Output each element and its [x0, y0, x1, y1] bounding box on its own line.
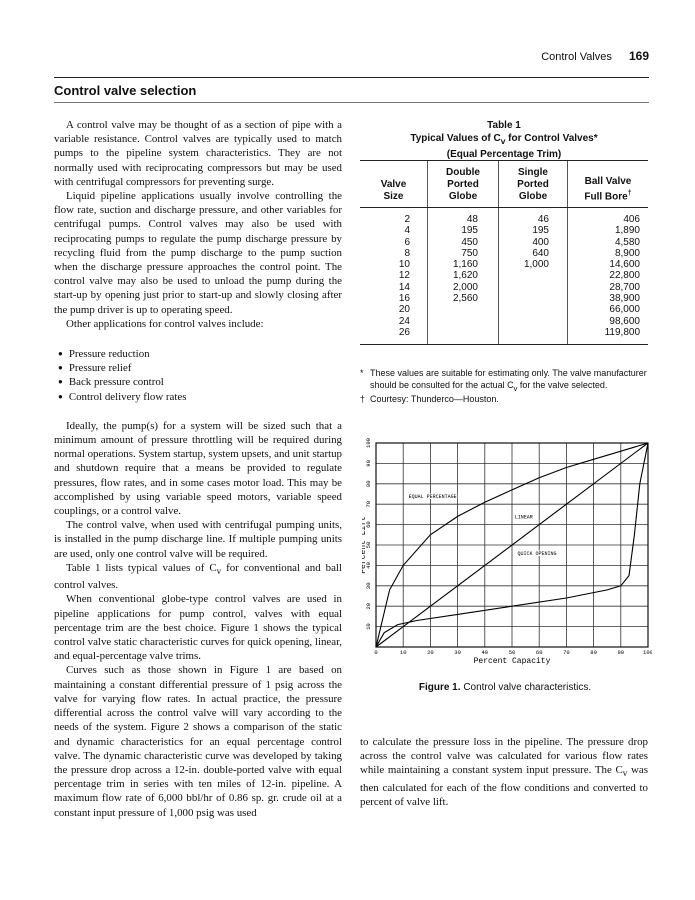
table-cell [428, 304, 499, 315]
list-item: ● Pressure reduction [58, 347, 342, 361]
table-cell [499, 327, 568, 345]
table-label: Table 1 [487, 120, 521, 131]
header-line: Valve [380, 179, 407, 190]
list-item: ● Back pressure control [58, 375, 342, 389]
footnote [360, 368, 650, 394]
paragraph: Liquid pipeline applications usually involve controlling the flow rate, suction and discharge pressure, and other variables for centrifugal pumps. Control valves may also be used with reciprocating pumps to regulate the pump discharge pressure by recycling fluid from the pump discharge to the pump suction when the discharge pressure approaches the control point. The control valve may also be used to unload the pump during the start-up by opening just prior to start-up and slowly closing after the pump driver is up to operating speed. [54, 190, 342, 316]
text-run: to calculate the pressure loss in the pipeline. The pressure drop across the control valve was calculated for various flow rates while maintaining a constant system input pressure. The C [360, 736, 648, 777]
paragraph: Ideally, the pump(s) for a system will be sized such that a minimum amount of pressure throttling will be required during normal operations. System startup, system upsets, and unit startup and shutdown require that a means be provided to regulate pressures, flow rates, and in some cases motor load. This may be accomplished by using variable speed motors, variable speed couplings, or a control valve. [54, 419, 342, 518]
table-caption [360, 119, 648, 161]
table-cell: 28,700 [568, 282, 649, 293]
y-tick-label: 70 [365, 500, 372, 508]
table-cell: 38,900 [568, 293, 649, 304]
table-cell [499, 316, 568, 327]
paragraph [54, 561, 342, 593]
y-tick-label: 90 [365, 460, 372, 467]
table-cell: 119,800 [568, 327, 649, 345]
x-tick-label: 80 [590, 649, 597, 656]
table-cell: 16 [398, 293, 410, 305]
table-row [360, 293, 648, 304]
y-tick-label: 60 [365, 521, 372, 528]
paragraph [360, 735, 648, 809]
table-cell: 6 [404, 236, 410, 248]
table-cell [499, 282, 568, 293]
table-cell: 2,560 [428, 293, 499, 304]
column-header-ball [568, 161, 649, 208]
table-row [360, 282, 648, 293]
header-line: Size [383, 191, 404, 202]
table-cell: 8 [404, 247, 410, 259]
text-run: for conventional and ball control valves. [54, 561, 342, 592]
paragraph: When conventional globe-type control valves are used in pipeline applications for pump control, valves with equal percentage trim are the best choice. Figure 1 shows the typical control valve static characteristic curves for quick opening, linear, and equal-percentage valve trims. [54, 593, 342, 663]
table-cell: 4,580 [568, 237, 649, 248]
column-header-size [360, 161, 428, 208]
series-label: QUICK OPENING [517, 551, 557, 558]
table-cell: 750 [428, 248, 499, 259]
table-row [360, 208, 648, 226]
table-cell: 1,000 [499, 259, 568, 270]
footnote-mark: * [360, 368, 364, 378]
table-cell: 2 [404, 214, 410, 225]
table-cell: 2,000 [428, 282, 499, 293]
text-run: for the valve selected. [517, 379, 608, 390]
text-run: Typical Values of C [410, 133, 501, 144]
subscript: v [500, 136, 506, 146]
running-title: Control Valves [541, 51, 612, 63]
paragraph: A control valve may be thought of as a section of pipe with a variable resistance. Control valves are typically used to match pumps to the pipeline system characteristics. They are not normally used with reciprocating compressors but may be used with centrifugal compressors for preventing surge. [54, 119, 342, 188]
table-header-row [360, 161, 648, 208]
header-line: Double [446, 167, 480, 178]
subscript: v [216, 566, 222, 577]
x-tick-label: 100 [643, 649, 652, 656]
table-cell: 4 [404, 225, 410, 237]
footnote [360, 394, 650, 406]
header-line: Ported [447, 179, 479, 190]
table-cell: 22,800 [568, 270, 649, 281]
x-tick-label: 20 [427, 649, 434, 656]
table-row [360, 304, 648, 315]
table-row [360, 270, 648, 281]
header-line [568, 188, 648, 203]
table-cell: 1,620 [428, 270, 499, 281]
table-cell: 24 [398, 315, 410, 327]
x-tick-label: 40 [481, 649, 489, 656]
header-line: Globe [448, 191, 478, 202]
column-header-double [428, 161, 499, 208]
paragraph: Curves such as those shown in Figure 1 are based on maintaining a constant differential pressure of 1 psig across the valve for varying flow rates. In actual practice, the pressure differential across the control valve will vary according to the needs of the system. Figure 2 shows a comparison of the static and dynamic characteristics for an equal percentage control valve. The dynamic characteristic curve was developed by taking the pressure drop across a 12-in. double-ported valve with equal percentage trim in series with ten miles of 12-in. pipeline. A maximum flow rate of 6,000 bbl/hr of 0.86 sp. gr. crude oil at a constant input pressure of 1,000 psig was used [54, 664, 342, 819]
table-cell: 66,000 [568, 304, 649, 315]
section-title: Control valve selection [54, 83, 197, 98]
table-notes [360, 368, 650, 405]
left-column [54, 118, 342, 820]
table-cell: 195 [499, 225, 568, 236]
x-tick-label: 0 [374, 649, 378, 656]
table-row [360, 327, 648, 345]
table-row [360, 259, 648, 270]
table-cell: 406 [568, 208, 649, 226]
text-run: Courtesy: Thunderco—Houston. [370, 393, 499, 404]
header-line: Ball Valve [584, 175, 632, 187]
cv-table [360, 160, 648, 345]
subscript: v [622, 768, 628, 779]
text-run: was then calculated for each of the flow conditions and converted to percent of valve lift. [360, 764, 648, 808]
table-cell [428, 327, 499, 345]
table-cell: 10 [398, 259, 410, 271]
text-run: Table 1 lists typical values of C [66, 561, 217, 574]
subscript: v [513, 383, 518, 393]
paragraph: The control valve, when used with centrifugal pumping units, is installed in the pump discharge line. If multiple pumping units are used, only one control valve will be required. [54, 519, 342, 560]
figure-caption-text: Control valve characteristics. [463, 682, 592, 693]
y-axis-label: Percent Lift [362, 516, 368, 574]
table-cell: 14,600 [568, 259, 649, 270]
y-tick-label: 10 [365, 623, 372, 630]
table-cell: 46 [499, 208, 568, 226]
list-item: ● Pressure relief [58, 361, 342, 375]
table-cell: 14 [398, 281, 410, 293]
table-cell: 20 [398, 304, 410, 316]
page-number: 169 [628, 49, 649, 63]
table-cell [499, 293, 568, 304]
table-row [360, 237, 648, 248]
table-cell: 1,890 [568, 225, 649, 236]
footnote-mark: † [360, 393, 366, 404]
series-label: EQUAL PERCENTAGE [408, 494, 457, 501]
table-row [360, 316, 648, 327]
x-tick-label: 90 [617, 649, 625, 656]
y-tick-label: 20 [365, 602, 372, 610]
x-tick-label: 30 [454, 649, 461, 656]
table-cell: 98,600 [568, 316, 649, 327]
table-cell: 26 [360, 327, 428, 345]
paragraph: Other applications for control valves include: [66, 317, 264, 330]
table-title [360, 132, 648, 148]
y-tick-label: 50 [365, 541, 372, 549]
running-header [541, 49, 649, 63]
x-tick-label: 50 [508, 649, 516, 656]
table-cell [428, 316, 499, 327]
table-cell: 450 [428, 237, 499, 248]
table-cell: 48 [428, 208, 499, 226]
x-tick-label: 70 [563, 649, 570, 656]
table-row [360, 225, 648, 236]
figure-chart [362, 437, 652, 672]
y-tick-label: 100 [365, 438, 372, 448]
header-line: Single [517, 167, 548, 178]
column-header-single [499, 161, 568, 208]
text-run: These values are suitable for estimating only. The valve manufacturer should be consulted for the actual C [370, 368, 647, 390]
table-cell: 400 [499, 237, 568, 248]
y-tick-label: 30 [365, 582, 372, 590]
y-tick-label: 80 [365, 480, 372, 488]
applications-list [58, 347, 342, 404]
table-cell: 640 [499, 248, 568, 259]
figure-label: Figure 1. [418, 682, 461, 693]
table-cell: 195 [428, 225, 499, 236]
text-run: for Control Valves* [505, 133, 598, 144]
section-rule [54, 102, 649, 103]
table-cell: 8,900 [568, 248, 649, 259]
header-rule [54, 77, 649, 78]
series-label: LINEAR [514, 514, 533, 521]
table-cell: 1,160 [428, 259, 499, 270]
valve-characteristic-chart [362, 437, 652, 672]
header-line: Ported [517, 179, 549, 190]
y-tick-label: 40 [365, 562, 372, 569]
figure-caption [360, 682, 650, 693]
table-cell [499, 304, 568, 315]
right-column-text [360, 735, 648, 809]
table-row [360, 248, 648, 259]
x-tick-label: 10 [399, 649, 407, 656]
x-tick-label: 60 [535, 649, 543, 656]
table-cell [499, 270, 568, 281]
header-line: Globe [518, 191, 548, 202]
dagger-mark: † [627, 189, 632, 197]
table-subtitle: (Equal Percentage Trim) [446, 149, 562, 160]
text-run: Full Bore [584, 191, 628, 202]
table-cell: 12 [398, 270, 410, 282]
list-item: ● Control delivery flow rates [58, 390, 342, 404]
x-axis-label: Percent Capacity [473, 657, 551, 666]
